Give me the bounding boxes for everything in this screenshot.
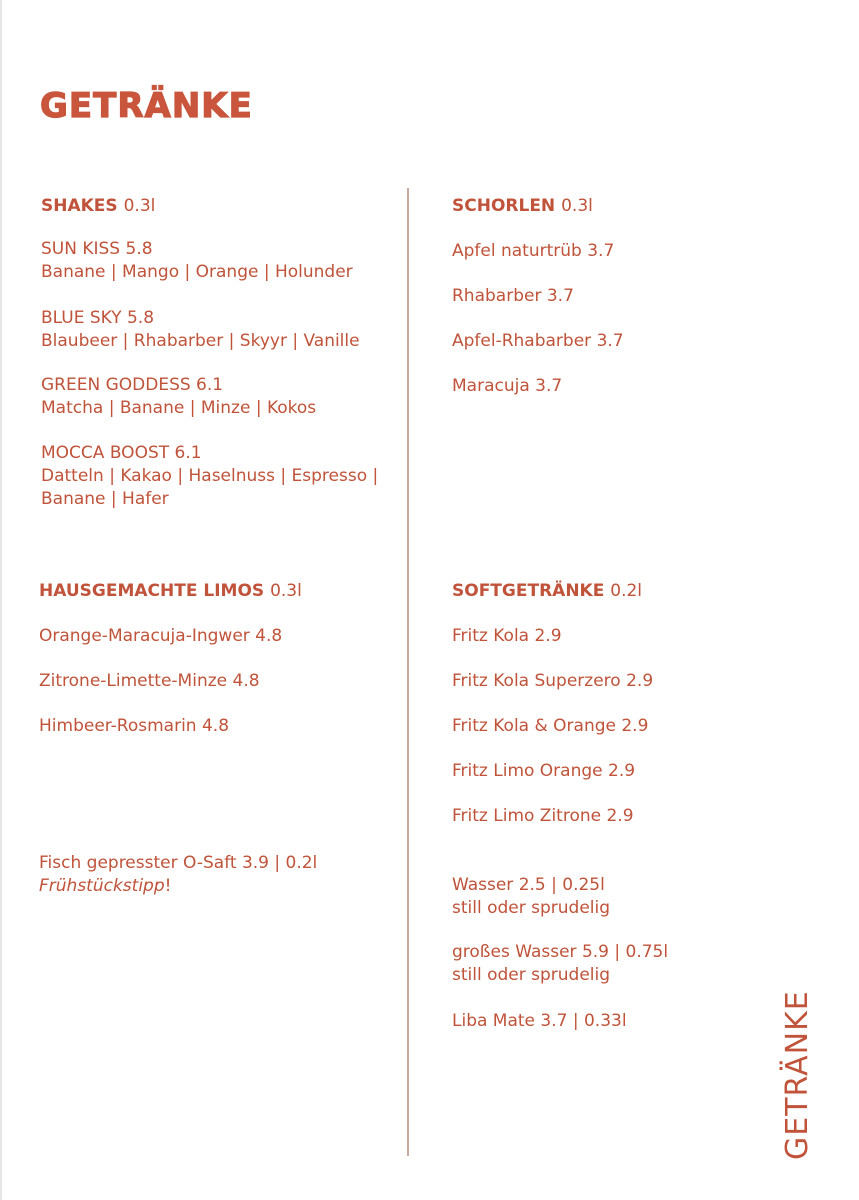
item-name: SUN KISS 5.8: [41, 239, 153, 259]
item-desc: Banane | Mango | Orange | Holunder: [41, 262, 353, 282]
item-desc: Matcha | Banane | Minze | Kokos: [41, 398, 317, 418]
item-name: GREEN GODDESS 6.1: [41, 375, 224, 395]
menu-item-liba-mate: [452, 1010, 812, 1033]
menu-item-soft-3: Fritz Kola & Orange 2.9: [452, 716, 649, 736]
limos-heading: [39, 580, 399, 603]
item-desc: Blaubeer | Rhabarber | Skyyr | Vanille: [41, 331, 360, 351]
menu-item-limo-2: Zitrone-Limette-Minze 4.8: [39, 671, 260, 691]
menu-item-blue-sky: [41, 307, 401, 353]
shakes-heading: [41, 195, 401, 218]
page-edge: [0, 0, 2, 1200]
page-title: GETRÄNKE: [40, 86, 253, 126]
menu-item-schorle-2: Rhabarber 3.7: [452, 286, 574, 306]
menu-item-sun-kiss: [41, 238, 401, 284]
shakes-volume: 0.3l: [123, 196, 156, 216]
item-name: großes Wasser 5.9 | 0.75l: [452, 942, 669, 962]
item-desc: still oder sprudelig: [452, 898, 611, 918]
limos-volume: 0.3l: [270, 581, 302, 601]
menu-item-limo-3: Himbeer-Rosmarin 4.8: [39, 716, 230, 736]
menu-item-schorle-3: Apfel-Rhabarber 3.7: [452, 331, 624, 351]
schorlen-title: SCHORLEN: [452, 196, 556, 216]
schorlen-volume: 0.3l: [561, 196, 593, 216]
limos-title: HAUSGEMACHTE LIMOS: [39, 581, 265, 601]
item-name: BLUE SKY 5.8: [41, 308, 155, 328]
menu-item-osaft: [39, 852, 399, 898]
menu-item-soft-2: Fritz Kola Superzero 2.9: [452, 671, 654, 691]
item-desc: still oder sprudelig: [452, 965, 611, 985]
menu-item-mocca-boost: [41, 442, 391, 511]
osaft-tip: Frühstückstipp: [39, 876, 165, 896]
menu-item-soft-4: Fritz Limo Orange 2.9: [452, 761, 636, 781]
soft-title: SOFTGETRÄNKE: [452, 581, 605, 601]
menu-item-limo-1: Orange-Maracuja-Ingwer 4.8: [39, 626, 283, 646]
soft-volume: 0.2l: [610, 581, 643, 601]
osaft-tip-line: [39, 875, 399, 898]
column-divider: [407, 188, 409, 1156]
schorlen-heading: [452, 195, 812, 218]
item-desc: Datteln | Kakao | Haselnuss | Espresso | Banane | Hafer: [41, 466, 379, 509]
side-title: GETRÄNKE: [780, 990, 815, 1160]
shakes-title: SHAKES: [41, 196, 118, 216]
menu-item-grosses-wasser: [452, 941, 812, 987]
item-name: MOCCA BOOST 6.1: [41, 443, 202, 463]
menu-item-green-goddess: [41, 374, 401, 420]
osaft-tip-suffix: !: [164, 876, 172, 896]
menu-item-soft-5: Fritz Limo Zitrone 2.9: [452, 806, 634, 826]
item-name: Wasser 2.5 | 0.25l: [452, 875, 605, 895]
item-name: Liba Mate 3.7 | 0.33l: [452, 1011, 627, 1031]
menu-item-schorle-4: Maracuja 3.7: [452, 376, 563, 396]
menu-item-wasser: [452, 874, 812, 920]
menu-item-schorle-1: Apfel naturtrüb 3.7: [452, 241, 615, 261]
menu-item-soft-1: Fritz Kola 2.9: [452, 626, 562, 646]
osaft-line: Fisch gepresster O-Saft 3.9 | 0.2l: [39, 853, 318, 873]
soft-heading: [452, 580, 812, 603]
